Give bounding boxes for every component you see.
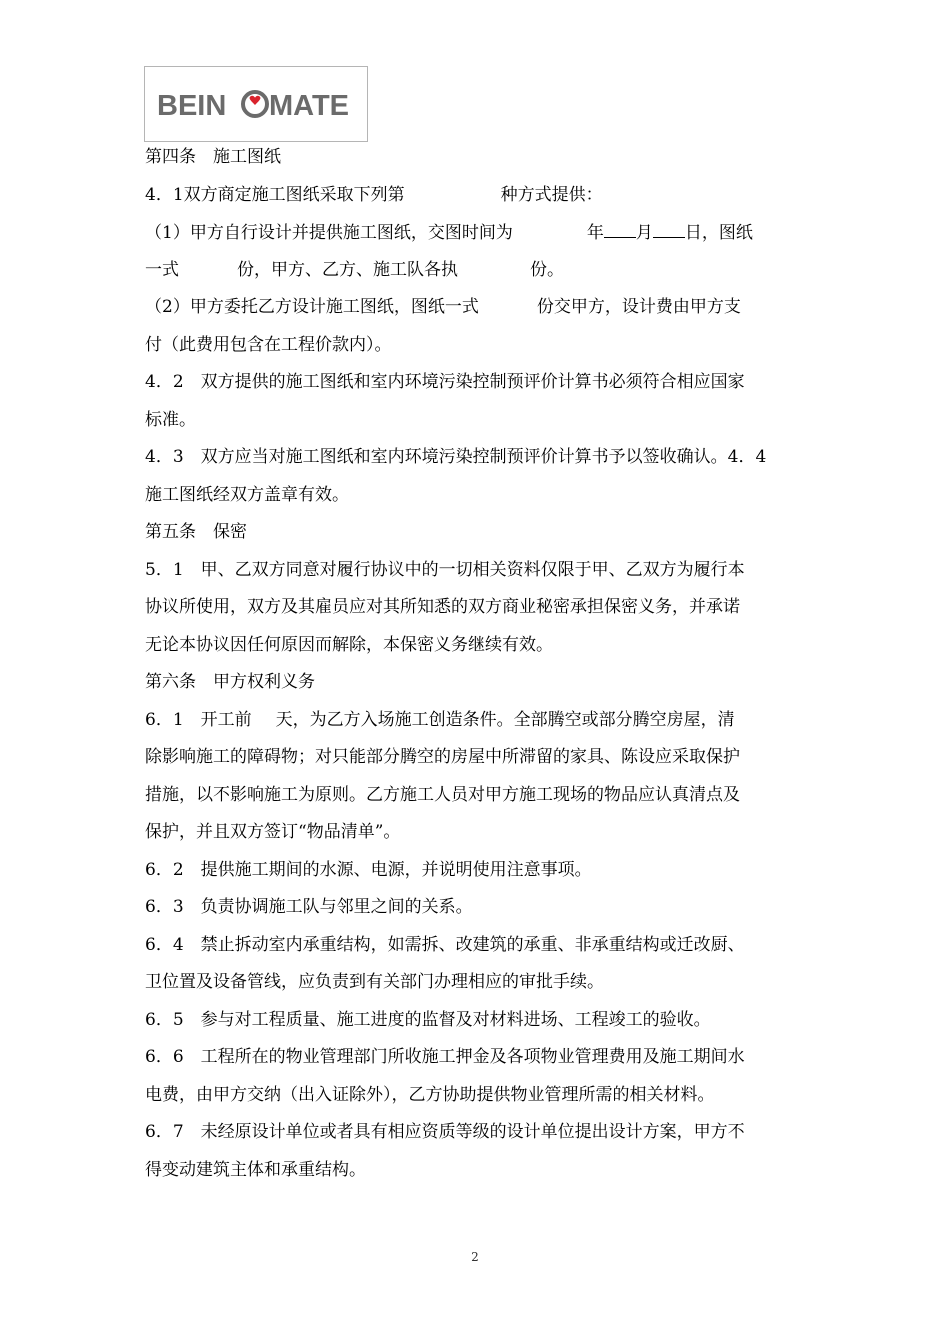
clause-5-1-line-1: 5．1 甲、乙双方同意对履行协议中的一切相关资料仅限于甲、乙双方为履行本 (145, 559, 745, 580)
clause-6-4-line-1: 6．4 禁止拆动室内承重结构，如需拆、改建筑的承重、非承重结构或迁改厨、 (145, 934, 745, 955)
contract-body (145, 142, 815, 1192)
clause-4-1-1-line-2: 一式 份，甲方、乙方、施工队各执 份。 (145, 259, 564, 280)
clause-4-1-2-line-2: 付（此费用包含在工程价款内）。 (145, 334, 392, 355)
clause-6-6-line-1: 6．6 工程所在的物业管理部门所收施工押金及各项物业管理费用及施工期间水 (145, 1047, 745, 1067)
section-6-title: 第六条 甲方权利义务 (145, 672, 315, 692)
logo-text-left: BEIN (157, 90, 227, 122)
clause-6-1-line-4: 保护，并且双方签订“物品清单”。 (145, 822, 401, 842)
clause-4-3-line-1: 4．3 双方应当对施工图纸和室内环境污染控制预评价计算书予以签收确认。4．4 (145, 447, 767, 467)
logo-text-right: MATE (269, 90, 350, 122)
clause-6-6-line-2: 电费，由甲方交纳（出入证除外），乙方协助提供物业管理所需的相关材料。 (145, 1084, 715, 1105)
clause-6-7-line-1: 6．7 未经原设计单位或者具有相应资质等级的设计单位提出设计方案，甲方不 (145, 1122, 745, 1142)
company-logo (144, 66, 368, 142)
clause-4-1: 4．1双方商定施工图纸采取下列第 种方式提供： (145, 184, 603, 205)
clause-5-1-line-3: 无论本协议因任何原因而解除，本保密义务继续有效。 (145, 634, 553, 655)
clause-4-3-line-2: 施工图纸经双方盖章有效。 (145, 484, 349, 505)
beingmate-logo-graphic (145, 67, 367, 141)
day-blank (653, 217, 685, 238)
clause-6-5: 6．5 参与对工程质量、施工进度的监督及对材料进场、工程竣工的验收。 (145, 1009, 711, 1030)
page-number: 2 (471, 1250, 479, 1264)
clause-6-1-line-3: 措施，以不影响施工为原则。乙方施工人员对甲方施工现场的物品应认真清点及 (145, 784, 740, 805)
month-blank (604, 217, 636, 238)
clause-6-2: 6．2 提供施工期间的水源、电源，并说明使用注意事项。 (145, 859, 592, 880)
clause-6-1-line-2: 除影响施工的障碍物；对只能部分腾空的房屋中所滞留的家具、陈设应采取保护 (145, 747, 740, 767)
clause-4-2-line-2: 标准。 (145, 409, 196, 430)
section-5-title: 第五条 保密 (145, 522, 247, 542)
clause-6-1-line-1: 6．1 开工前 天，为乙方入场施工创造条件。全部腾空或部分腾空房屋，清 (145, 709, 735, 730)
section-4-title: 第四条 施工图纸 (145, 147, 281, 167)
clause-6-4-line-2: 卫位置及设备管线，应负责到有关部门办理相应的审批手续。 (145, 972, 604, 992)
clause-6-7-line-2: 得变动建筑主体和承重结构。 (145, 1159, 366, 1180)
clause-6-3: 6．3 负责协调施工队与邻里之间的关系。 (145, 897, 473, 917)
clause-4-2-line-1: 4．2 双方提供的施工图纸和室内环境污染控制预评价计算书必须符合相应国家 (145, 372, 745, 392)
clause-4-1-1-line-1: （1）甲方自行设计并提供施工图纸，交图时间为 年 月 日，图纸 (145, 217, 815, 248)
heart-icon (250, 96, 261, 105)
clause-5-1-line-2: 协议所使用，双方及其雇员应对其所知悉的双方商业秘密承担保密义务，并承诺 (145, 597, 740, 617)
clause-4-1-2-line-1: （2）甲方委托乙方设计施工图纸，图纸一式 份交甲方，设计费由甲方支 (145, 297, 741, 317)
